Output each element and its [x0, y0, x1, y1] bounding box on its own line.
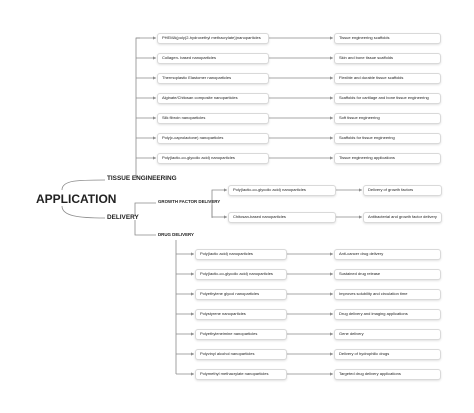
- drug-link-3-arrowhead: [330, 312, 333, 315]
- drug-branch-1-arrowhead: [191, 272, 194, 275]
- tissue-use-box: Tissue engineering scaffolds: [334, 33, 441, 44]
- growth-material-box: Poly(lactic-co-glycolic acid) nanoparticles: [228, 185, 336, 196]
- drug-material-box: Polyvinyl alcohol nanoparticles: [195, 349, 287, 360]
- drug-link-5-arrowhead: [330, 352, 333, 355]
- drug-material-box: Polystyrene nanoparticles: [195, 309, 287, 320]
- drug-branch-6-arrowhead: [191, 372, 194, 375]
- tissue-branch-5-arrowhead: [153, 136, 156, 139]
- tissue-material-box: Poly(lactic-co-glycolic acid) nanoparticles: [157, 153, 269, 164]
- tissue-engineering-node: TISSUE ENGINEERING: [107, 175, 177, 182]
- delivery-to-drug-connector: [135, 220, 156, 235]
- tissue-trunk-line: [136, 38, 140, 178]
- root-to-delivery-connector: [62, 206, 105, 218]
- drug-use-box: Gene delivery: [334, 329, 441, 340]
- drug-use-box: Delivery of hydrophilic drugs: [334, 349, 441, 360]
- drug-branch-3-arrowhead: [191, 312, 194, 315]
- growth-branch-1-arrowhead: [224, 215, 227, 218]
- growth-factor-delivery-node: GROWTH FACTOR DELIVERY: [158, 199, 221, 204]
- tissue-link-0-arrowhead: [330, 36, 333, 39]
- tissue-link-6-arrowhead: [330, 156, 333, 159]
- drug-material-box: Poly(lactic acid) nanoparticles: [195, 249, 287, 260]
- tissue-branch-4-arrowhead: [153, 116, 156, 119]
- drug-use-box: Anti-cancer drug delivery: [334, 249, 441, 260]
- tissue-branch-3-arrowhead: [153, 96, 156, 99]
- drug-link-2-arrowhead: [330, 292, 333, 295]
- tissue-link-2-arrowhead: [330, 76, 333, 79]
- drug-branch-0-arrowhead: [191, 252, 194, 255]
- tissue-use-box: Scaffolds for cartilage and bone tissue engineering: [334, 93, 441, 104]
- root-node: APPLICATION: [36, 192, 117, 206]
- tissue-material-box: Poly(ε-caprolactone) nanoparticles: [157, 133, 269, 144]
- tissue-use-box: Soft tissue engineering: [334, 113, 441, 124]
- growth-use-box: Antibacterial and growth factor delivery: [363, 212, 442, 223]
- drug-branch-2-arrowhead: [191, 292, 194, 295]
- tissue-link-3-arrowhead: [330, 96, 333, 99]
- tissue-use-box: Skin and bone tissue scaffolds: [334, 53, 441, 64]
- tissue-branch-1-arrowhead: [153, 56, 156, 59]
- growth-link-0-arrowhead: [359, 188, 362, 191]
- drug-use-box: Targeted drug delivery applications: [334, 369, 441, 380]
- drug-use-box: Sustained drug release: [334, 269, 441, 280]
- growth-material-box: Chitosan-based nanoparticles: [228, 212, 336, 223]
- growth-branch-0-arrowhead: [224, 188, 227, 191]
- tissue-material-box: Collagen- based nanoparticles: [157, 53, 269, 64]
- delivery-node: DELIVERY: [107, 214, 139, 221]
- tissue-branch-6-arrowhead: [153, 156, 156, 159]
- drug-material-box: Polyethylene glycol nanoparticles: [195, 289, 287, 300]
- drug-delivery-node: DRUG DELIVERY: [158, 232, 194, 237]
- drug-use-box: Improves solubility and circulation time: [334, 289, 441, 300]
- drug-material-box: Polyethyleneimine nanoparticles: [195, 329, 287, 340]
- drug-link-1-arrowhead: [330, 272, 333, 275]
- tissue-use-box: Scaffolds for tissue engineering: [334, 133, 441, 144]
- tissue-use-box: Tissue engineering applications: [334, 153, 441, 164]
- tissue-material-box: Thermoplastic Elastomer nanoparticles: [157, 73, 269, 84]
- tissue-material-box: Alginate/Chitosan composite nanoparticles: [157, 93, 269, 104]
- drug-material-box: Poly(lactic-co-glycolic acid) nanoparticles: [195, 269, 287, 280]
- drug-material-box: Polymethyl methacrylate nanoparticles: [195, 369, 287, 380]
- drug-link-0-arrowhead: [330, 252, 333, 255]
- tissue-link-5-arrowhead: [330, 136, 333, 139]
- growth-use-box: Delivery of growth factors: [363, 185, 442, 196]
- tissue-material-box: Silk fibroin nanoparticles: [157, 113, 269, 124]
- tissue-branch-0-arrowhead: [153, 36, 156, 39]
- drug-branch-5-arrowhead: [191, 352, 194, 355]
- tissue-link-1-arrowhead: [330, 56, 333, 59]
- drug-branch-4-arrowhead: [191, 332, 194, 335]
- root-to-tissue-connector: [62, 180, 105, 190]
- tissue-branch-2-arrowhead: [153, 76, 156, 79]
- tissue-material-box: PHEMA(poly(2-hydroxethyl methacrylate))nanoparticles: [157, 33, 269, 44]
- drug-link-4-arrowhead: [330, 332, 333, 335]
- growth-link-1-arrowhead: [359, 215, 362, 218]
- drug-link-6-arrowhead: [330, 372, 333, 375]
- drug-use-box: Drug delivery and imaging applications: [334, 309, 441, 320]
- tissue-use-box: Flexible and durable tissue scaffolds: [334, 73, 441, 84]
- tissue-link-4-arrowhead: [330, 116, 333, 119]
